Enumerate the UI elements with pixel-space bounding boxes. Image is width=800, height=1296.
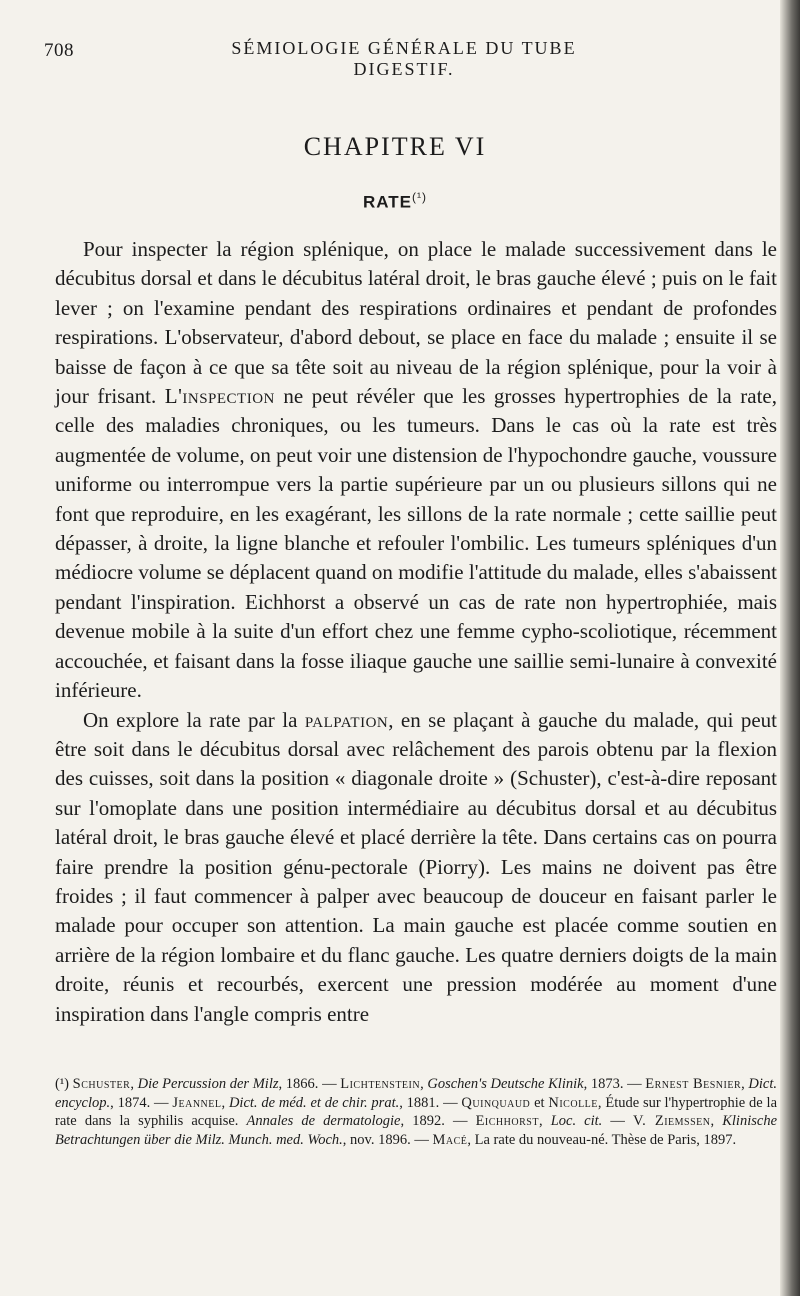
footnote-text: , 1892. — <box>400 1113 476 1129</box>
paragraph-text: On explore la rate par la <box>83 707 305 732</box>
section-title <box>0 190 790 213</box>
footnote-author: V. Ziemssen <box>633 1113 711 1129</box>
footnote-text: , nov. 1896. — <box>342 1131 433 1148</box>
footnote-text: , <box>538 1113 551 1129</box>
footnote-author: Macé <box>432 1131 468 1148</box>
footnote-work-title: Die Percussion der Milz <box>137 1076 279 1092</box>
keyword-palpation: palpation <box>304 707 389 732</box>
paragraph-text: Pour inspecter la région splénique, on place le malade successivement dans le décubitus dorsal et dans le décubitus latéral droit, le bras gauche élevé ; puis on le fait lever ; on l'examine pendant des respirations ordinaires et pendant de profondes respirations. L'observateur, d'abord debout, se place en face du malade ; ensuite il se baisse de façon à ce que sa tête soit au niveau de la région splénique, pour la voir à jour frisant. <box>55 237 777 409</box>
footnote-text: , 1881. — <box>399 1094 462 1111</box>
chapter-title: CHAPITRE VI <box>303 132 487 161</box>
footnote-text: , <box>420 1076 428 1092</box>
footnote-author: Jeannel <box>172 1094 222 1111</box>
paragraph-text: ne peut révéler que les grosses hypertrophies de la rate, celle des maladies chroniques, ou les tumeurs. Dans le cas où la rate est très augmentée de volume, on peut voir une distension de l'hypochondre gauche, voussure uniforme ou interrompue vers la partie supérieure par un ou plusieurs sillons qui ne font que reproduire, en les exagérant, les sillons de la rate normale ; cette saillie peut dépasser, à droite, la ligne blanche et refouler l'ombilic. Les tumeurs spléniques d'un médiocre volume se déplacent quand on modifie l'attitude du malade, elles s'abaissent pendant l'inspiration. Eichhorst a observé un cas de rate non hypertrophiée, mais devenue mobile à la suite d'un effort chez une femme cypho-scoliotique, récemment accouchée, et faisant dans la fosse iliaque gauche une saillie semi-lunaire à convexité inférieure. <box>55 384 777 703</box>
footnote-text: , Étude sur l'hypertrophie de la rate dans la syphilis acquise. <box>55 1094 778 1129</box>
footnote-body <box>55 1076 777 1148</box>
paragraph-palpation <box>55 706 777 1029</box>
footnote-text: , <box>741 1076 749 1092</box>
footnote-text: , <box>130 1076 138 1092</box>
footnote-text: , La rate du nouveau-né. Thèse de Paris, 1897. <box>467 1131 737 1148</box>
footnote-author: Ernest Besnier <box>645 1076 742 1092</box>
body-text <box>55 235 777 1029</box>
paragraph-text: , en se plaçant à gauche du malade, qui peut être soit dans le décubitus dorsal avec relâchement des parois obtenu par la flexion des cuisses, soit dans la position « diagonale droite » (Schuster), c'est-à-dire reposant sur l'omoplate dans une position intermédiaire au décubitus dorsal et au décubitus latéral droit, le bras gauche élevé et placé derrière la tête. Dans certains cas on pourra faire prendre la position génu-pectorale (Piorry). Les mains ne doivent pas être froides ; il faut commencer à palper avec beaucoup de douceur en faisant parler le malade pour occuper son attention. La main gauche est placée comme soutien en arrière de la région lombaire et du flanc gauche. Les quatre derniers doigts de la main droite, réunis et recourbés, exercent une pression modérée au moment d'une inspiration dans l'angle compris entre <box>55 707 777 1026</box>
footnotes <box>55 1075 777 1149</box>
footnote-work-title: Annales de dermatologie <box>246 1113 401 1129</box>
footnote-marker: (¹) <box>55 1076 70 1092</box>
footnote-work-title: Dict. encyclop. <box>55 1076 778 1111</box>
section-title-text: RATE <box>362 192 412 212</box>
footnote-reference: (¹) <box>412 190 427 204</box>
footnote-author: Schuster <box>72 1076 131 1092</box>
footnote-work-title: Dict. de méd. et de chir. prat. <box>228 1094 400 1111</box>
running-title: SÉMIOLOGIE GÉNÉRALE DU TUBE DIGESTIF. <box>231 38 577 79</box>
running-head <box>44 34 784 79</box>
footnote <box>55 1075 777 1149</box>
footnote-author: Nicolle <box>548 1094 598 1111</box>
keyword-inspection: L'inspection <box>164 384 275 409</box>
footnote-text: , 1874. — <box>110 1094 173 1111</box>
footnote-work-title: Goschen's Deutsche Klinik <box>427 1076 584 1092</box>
footnote-text: — <box>602 1113 634 1129</box>
footnote-text: , <box>710 1113 723 1129</box>
page-number: 708 <box>44 40 74 61</box>
footnote-author: Lichtenstein <box>340 1076 421 1092</box>
footnote-work-title: Klinische Betrachtungen über die Milz. Munch. med. Woch. <box>55 1113 778 1148</box>
footnote-author: Quinquaud <box>461 1094 531 1111</box>
paragraph-inspection <box>55 235 777 706</box>
footnote-text: et <box>530 1094 549 1111</box>
footnote-work-title: Loc. cit. <box>550 1113 603 1129</box>
footnote-author: Eichhorst <box>475 1113 539 1129</box>
footnote-text: , 1873. — <box>583 1076 646 1092</box>
footnote-text: , <box>221 1094 229 1111</box>
footnote-text: , 1866. — <box>278 1076 341 1092</box>
